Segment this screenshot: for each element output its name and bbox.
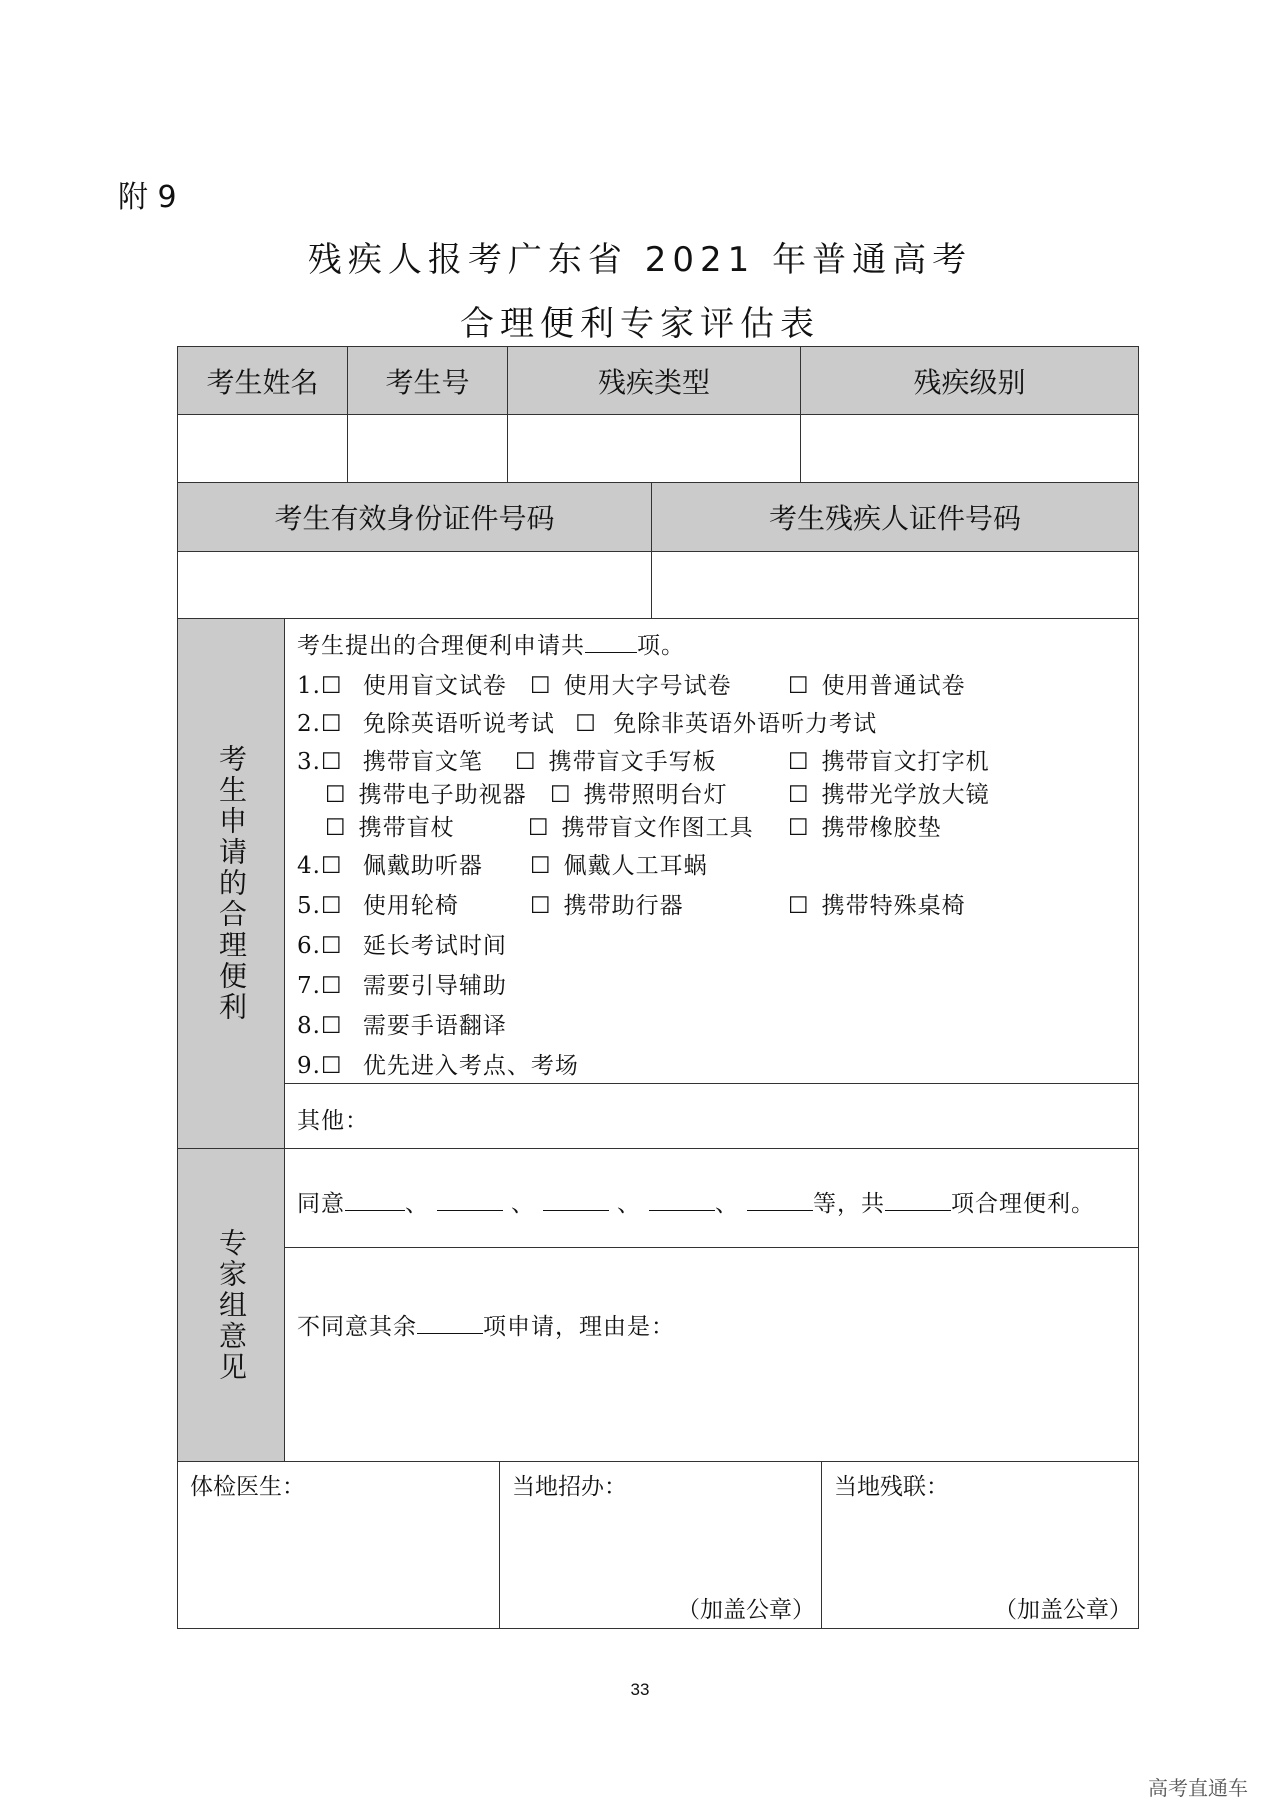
- checkbox[interactable]: ☐: [325, 782, 347, 808]
- agree-blank[interactable]: [747, 1190, 813, 1211]
- agree-blank[interactable]: [345, 1190, 405, 1211]
- doctor-label: 体检医生：: [190, 1474, 305, 1500]
- disability-level-field[interactable]: [800, 414, 1139, 483]
- item-5-row: 5.☐ 使用轮椅: [297, 893, 459, 919]
- item-1b: ☐ 使用大字号试卷: [530, 673, 732, 699]
- disability-type-field[interactable]: [507, 414, 801, 483]
- other-cell[interactable]: [284, 1083, 1139, 1149]
- checkbox[interactable]: ☐: [575, 711, 597, 737]
- applied-count-blank[interactable]: [585, 632, 637, 653]
- checkbox[interactable]: ☐: [320, 933, 343, 959]
- checkbox[interactable]: ☐: [320, 673, 343, 699]
- checkbox[interactable]: ☐: [320, 973, 343, 999]
- watermark: 高考直通车: [1148, 1776, 1248, 1800]
- agree-blank[interactable]: [543, 1190, 609, 1211]
- form-title-line2: 合理便利专家评估表: [460, 304, 820, 344]
- header-id-no: 考生有效身份证件号码: [177, 482, 652, 552]
- item-7-row: 7.☐ 需要引导辅助: [297, 973, 507, 999]
- disability-cert-no-field[interactable]: [651, 551, 1139, 619]
- admissions-label: 当地招办：: [512, 1474, 627, 1500]
- agree-cell: [284, 1148, 1139, 1248]
- header-exam-no: 考生号: [347, 346, 508, 415]
- applied-section-label: 考生申请的合理便利: [215, 744, 248, 1023]
- applied-intro: 考生提出的合理便利申请共 项。: [297, 633, 685, 659]
- checkbox[interactable]: ☐: [788, 673, 810, 699]
- admissions-signature-cell[interactable]: [499, 1461, 822, 1629]
- checkbox[interactable]: ☐: [515, 749, 537, 775]
- disagree-count-blank[interactable]: [417, 1313, 483, 1334]
- applied-items-cell: 考生提出的合理便利申请共 项。 1.☐ 使用盲文试卷 ☐ 使用大字号试卷 ☐ 使用普通试卷 2.☐ 免除英语听说考试 ☐ 免除非英语外语听力考试 3.☐ 携带盲文笔 ☐ 携带盲文手写板 ☐ 携带盲文打字机 ☐ 携带电子助视器 ☐ 携带照明台灯 ☐ 携带光学放大镜 ☐ 携带盲杖 ☐ 携带盲文作图工具 ☐ 携带橡胶垫 4.☐ 佩戴助听器 ☐ 佩戴人工耳蜗 5.☐ 使用轮椅 ☐ 携带助行器 ☐ 携带特殊桌椅 6.☐ 延长考试时间 7.☐ 需要引导辅助 8.☐ 需要手语翻译 9.☐ 优先进入考点、考场: [284, 618, 1139, 1084]
- checkbox[interactable]: ☐: [530, 853, 552, 879]
- page-number: 33: [630, 1680, 650, 1699]
- checkbox[interactable]: ☐: [530, 893, 552, 919]
- item-3-row: 3.☐ 携带盲文笔: [297, 749, 483, 775]
- item-6-row: 6.☐ 延长考试时间: [297, 933, 507, 959]
- header-disability-cert-no: 考生残疾人证件号码: [651, 482, 1139, 552]
- item-9-row: 9.☐ 优先进入考点、考场: [297, 1053, 579, 1079]
- header-name: 考生姓名: [177, 346, 348, 415]
- checkbox[interactable]: ☐: [320, 749, 343, 775]
- checkbox[interactable]: ☐: [528, 815, 550, 841]
- checkbox[interactable]: ☐: [320, 893, 343, 919]
- agree-blank[interactable]: [437, 1190, 503, 1211]
- evaluation-form-table: [177, 346, 1139, 1629]
- checkbox[interactable]: ☐: [325, 815, 347, 841]
- checkbox[interactable]: ☐: [788, 749, 810, 775]
- form-title-line1: 残疾人报考广东省 2021 年普通高考: [307, 240, 973, 280]
- item-1c: ☐ 使用普通试卷: [788, 673, 966, 699]
- expert-section-label-cell: [177, 1148, 285, 1462]
- checkbox[interactable]: ☐: [320, 853, 343, 879]
- agree-blank[interactable]: [649, 1190, 715, 1211]
- checkbox[interactable]: ☐: [550, 782, 572, 808]
- seal-note: （加盖公章）: [677, 1597, 815, 1623]
- header-disability-type: 残疾类型: [507, 346, 801, 415]
- doctor-signature-cell[interactable]: [177, 1461, 500, 1629]
- checkbox[interactable]: ☐: [788, 815, 810, 841]
- disagree-line: 不同意其余 项申请，理由是：: [297, 1314, 675, 1340]
- item-8-row: 8.☐ 需要手语翻译: [297, 1013, 507, 1039]
- exam-no-field[interactable]: [347, 414, 508, 483]
- item-1-row: 1.☐ 使用盲文试卷: [297, 673, 507, 699]
- checkbox[interactable]: ☐: [320, 1053, 343, 1079]
- checkbox[interactable]: ☐: [530, 673, 552, 699]
- checkbox[interactable]: ☐: [788, 782, 810, 808]
- other-label: 其他：: [297, 1108, 369, 1134]
- agree-line: 同意 、 、 、 、 等，共 项合理便利。: [297, 1191, 1095, 1217]
- federation-label: 当地残联：: [834, 1474, 949, 1500]
- item-2-row: 2.☐ 免除英语听说考试 ☐ 免除非英语外语听力考试: [297, 711, 878, 737]
- checkbox[interactable]: ☐: [788, 893, 810, 919]
- agree-count-blank[interactable]: [885, 1190, 951, 1211]
- attachment-label: 附 9: [118, 180, 177, 215]
- seal-note: （加盖公章）: [994, 1597, 1132, 1623]
- item-4-row: 4.☐ 佩戴助听器: [297, 853, 483, 879]
- name-field[interactable]: [177, 414, 348, 483]
- disagree-cell: [284, 1247, 1139, 1462]
- header-disability-level: 残疾级别: [800, 346, 1139, 415]
- id-no-field[interactable]: [177, 551, 652, 619]
- checkbox[interactable]: ☐: [320, 711, 343, 737]
- applied-section-label-cell: [177, 618, 285, 1149]
- expert-section-label: 专家组意见: [215, 1227, 248, 1383]
- checkbox[interactable]: ☐: [320, 1013, 343, 1039]
- federation-signature-cell[interactable]: [821, 1461, 1139, 1629]
